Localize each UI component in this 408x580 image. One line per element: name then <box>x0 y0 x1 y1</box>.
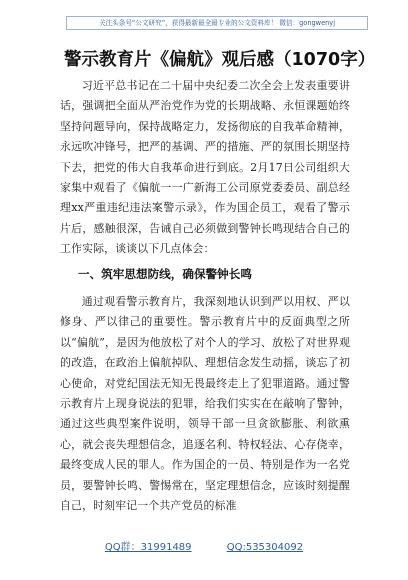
section-heading: 一、筑牢思想防线，确保警钟长鸣 <box>78 267 252 281</box>
intro-paragraph: 习近平总书记在二十届中央纪委二次全会上发表重要讲话，强调把全面从严治党作为党的长期战略、永恒课题始终坚持问题导向，保持战略定力，发扬彻底的自我革命精神，永远吹冲锋号，把严的基调、严的措施、严的氛围长期坚持下去，把党的伟大自我革命进行到底。2月17日公司组织大家集中观看了《偏航一一广新海工公司原党委委员、副总经理xx严重违纪违法案警示录》，作为国企员工，观看了警示片后，感触很深，告诫自己必须做到警钟长鸣现结合自己的工作实际，谈谈以下几点体会： <box>60 79 350 256</box>
section-paragraph: 通过观看警示教育片，我深刻地认识到严以用权、严以修身、严以律己的重要性。警示教育片中的反面典型之所以“偏航”，是因为他放松了对个人的学习、放松了对世界观的改造，在政治上偏航掉队、理想信念发生动摇，谈忘了初心使命，对党纪国法无知无畏最终走上了犯罪道路。通过警示教育片上现身说法的犯罪，给我们实实在在敲响了警钟，通过这些典型案件说明，领导干部一旦贪欲膨胀、利欲熏心，就会丧失理想信念，追逐名利、特权轻法、心存侥幸，最终变成人民的罪人。作为国企的一员、特别是作为一名党员，要警钟长鸣、警惕常在，坚定理想信念，应该时刻提醒自己，时刻牢记一个共产党员的标准 <box>60 295 350 513</box>
qq-link[interactable]: QQ:535304092 <box>226 542 304 553</box>
section-body <box>60 292 350 516</box>
footer <box>0 538 408 553</box>
document-title: 警示教育片《偏航》观后感（1070字） <box>64 50 376 70</box>
intro-section <box>60 76 350 260</box>
top-banner: 关注头条号“公文研究”，获得最新最全最专业的公文资料库！ 微信：gongwenyj <box>66 16 368 30</box>
qq-group-link[interactable]: QQ群：31991489 <box>104 542 192 553</box>
